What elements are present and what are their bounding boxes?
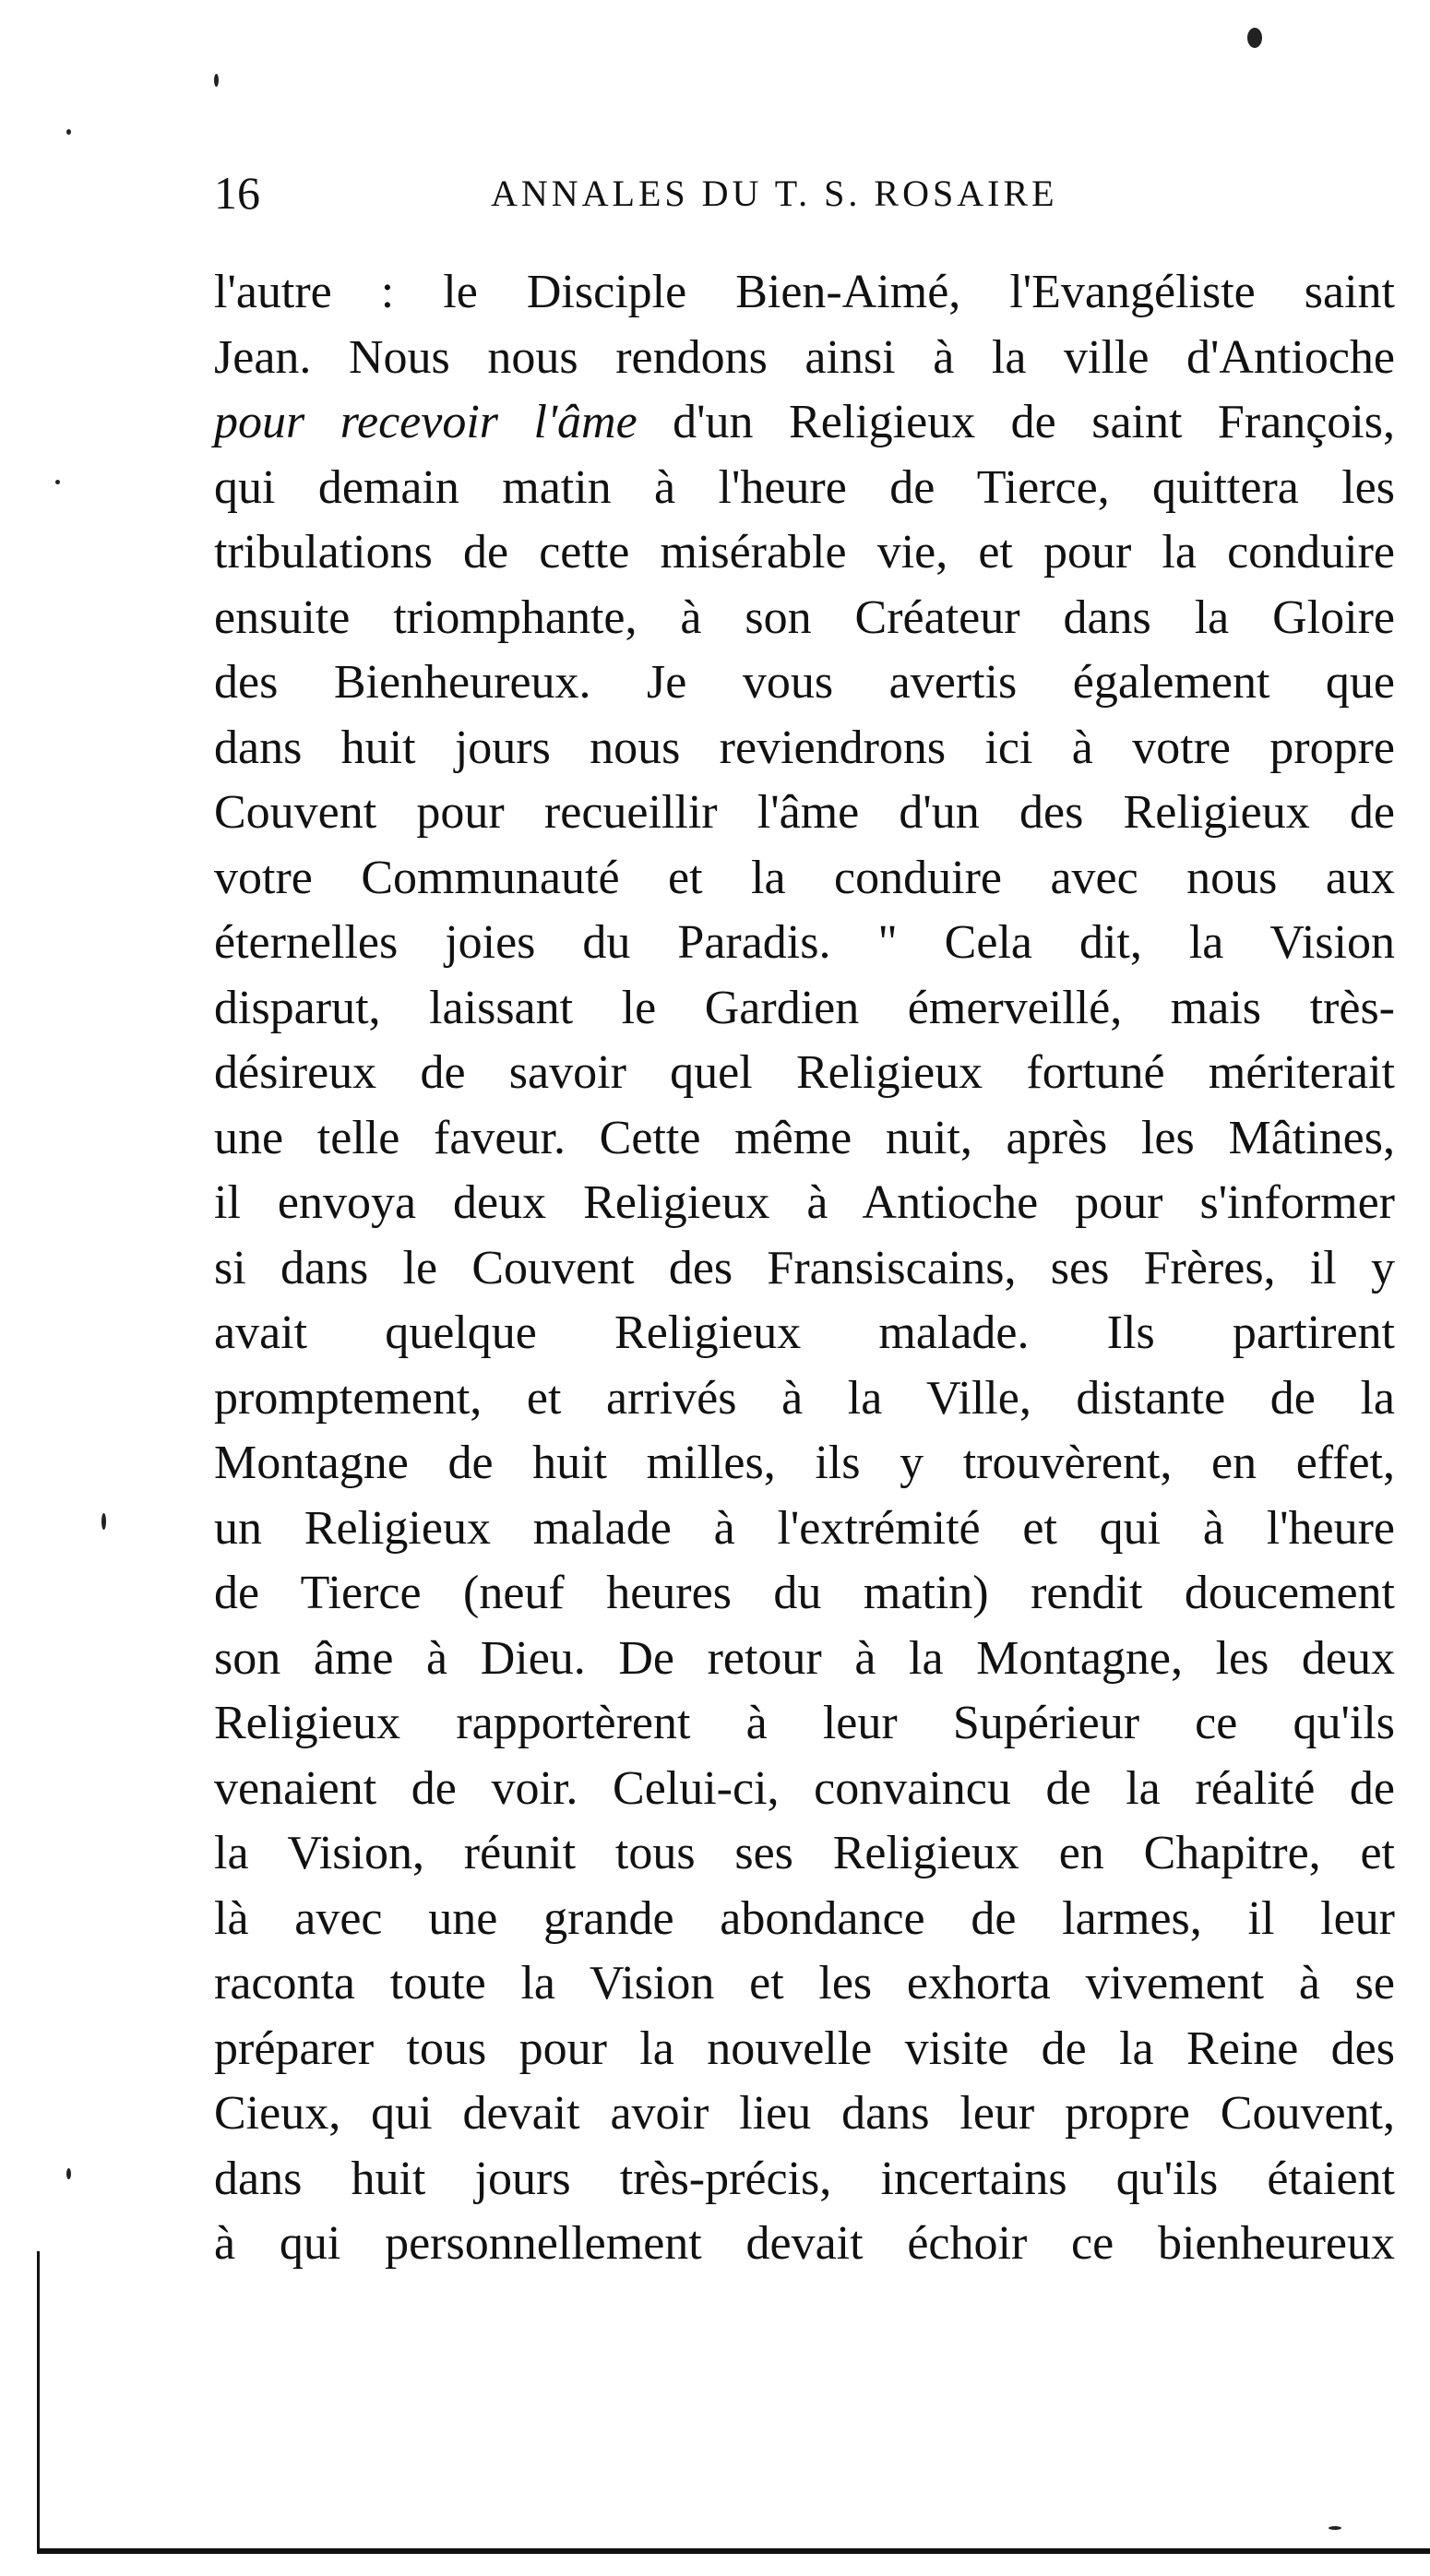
page-bottom-edge	[37, 2548, 1430, 2554]
text-line: Religieux rapportèrent à leur Supérieur ce qu'ils	[214, 1697, 1395, 1749]
text-line: Montagne de huit milles, ils y trouvèrent, en effet,	[214, 1437, 1395, 1489]
text-line: désireux de savoir quel Religieux fortuné mériterait	[214, 1046, 1395, 1099]
text-line: la Vision, réunit tous ses Religieux en Chapitre, et	[214, 1827, 1395, 1879]
text-line: un Religieux malade à l'extrémité et qui à l'heure	[214, 1501, 1395, 1555]
text-line: ensuite triomphante, à son Créateur dans la Gloire	[214, 590, 1395, 644]
scan-speck	[214, 74, 219, 87]
text-line: avait quelque Religieux malade. Ils partirent	[214, 1306, 1395, 1359]
text-line: l'autre : le Disciple Bien-Aimé, l'Evangéliste saint	[214, 266, 1395, 318]
text-line: venaient de voir. Celui-ci, convaincu de la réalité de	[214, 1761, 1395, 1815]
text-line: à qui personnellement devait échoir ce bienheureux	[214, 2217, 1395, 2270]
text-line: là avec une grande abondance de larmes, il leur	[214, 1891, 1395, 1945]
scan-speck	[1247, 28, 1262, 48]
scan-speck	[1329, 2526, 1341, 2530]
text-line: dans huit jours très-précis, incertains qu'ils étaient	[214, 2152, 1395, 2205]
text-line	[214, 390, 1395, 456]
text-segment: d'un Religieux de saint François,	[637, 396, 1395, 448]
scan-speck	[66, 129, 71, 135]
text-line: votre Communauté et la conduire avec nous aux	[214, 851, 1395, 904]
text-line: tribulations de cette misérable vie, et pour la conduire	[214, 526, 1395, 578]
page-header	[214, 164, 1395, 221]
scan-speck	[66, 2168, 71, 2179]
running-title: ANNALES DU T. S. ROSAIRE	[491, 173, 1058, 214]
italic-phrase: pour recevoir l'âme	[214, 396, 638, 448]
text-line: qui demain matin à l'heure de Tierce, quittera les	[214, 460, 1395, 514]
text-line: Jean. Nous nous rendons ainsi à la ville d'Antioche	[214, 330, 1395, 384]
text-line: de Tierce (neuf heures du matin) rendit doucement	[214, 1567, 1395, 1619]
page-number: 16	[214, 167, 260, 219]
text-line: disparut, laissant le Gardien émerveillé, mais très-	[214, 981, 1395, 1034]
scan-speck	[101, 1513, 106, 1530]
text-line: raconta toute la Vision et les exhorta vivement à se	[214, 1957, 1395, 2010]
body-text	[214, 260, 1395, 2277]
scan-speck	[55, 480, 60, 484]
text-line: des Bienheureux. Je vous avertis également que	[214, 656, 1395, 709]
text-line: préparer tous pour la nouvelle visite de la Reine des	[214, 2021, 1395, 2075]
text-line: une telle faveur. Cette même nuit, après les Mâtines,	[214, 1111, 1395, 1164]
text-line: son âme à Dieu. De retour à la Montagne, les deux	[214, 1631, 1395, 1685]
text-line: dans huit jours nous reviendrons ici à votre propre	[214, 721, 1395, 774]
text-line: Cieux, qui devait avoir lieu dans leur propre Couvent,	[214, 2087, 1395, 2140]
text-line: éternelles joies du Paradis. " Cela dit, la Vision	[214, 916, 1395, 969]
text-line: promptement, et arrivés à la Ville, distante de la	[214, 1371, 1395, 1425]
text-line: Couvent pour recueillir l'âme d'un des Religieux de	[214, 786, 1395, 839]
text-line: si dans le Couvent des Fransiscains, ses Frères, il y	[214, 1241, 1395, 1294]
text-line: il envoya deux Religieux à Antioche pour s'informer	[214, 1176, 1395, 1229]
page-edge-line	[37, 2251, 40, 2551]
